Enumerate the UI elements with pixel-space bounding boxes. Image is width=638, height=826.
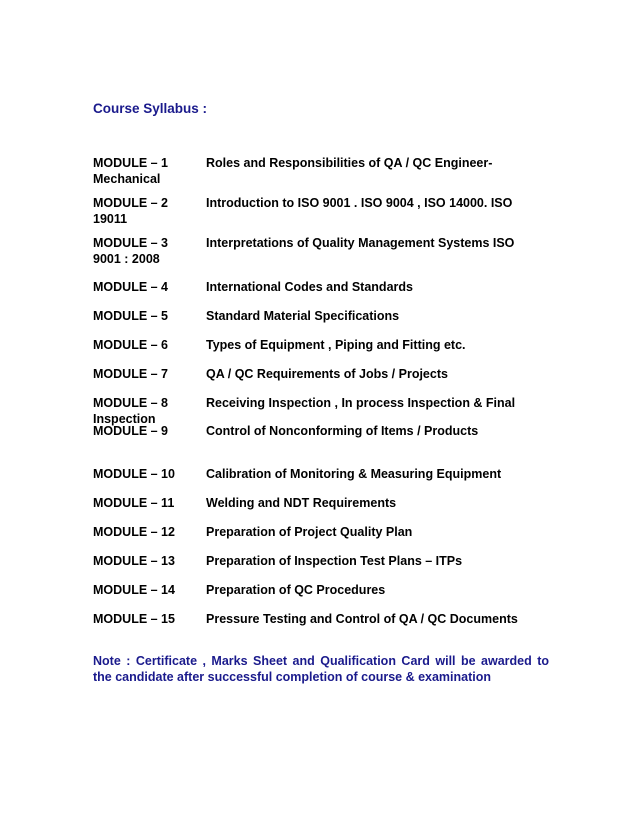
module-title: Pressure Testing and Control of QA / QC Documents: [206, 612, 518, 626]
module-number: MODULE – 10: [93, 467, 175, 481]
note-line-1: Note : Certificate , Marks Sheet and Qualification Card will be awarded to: [93, 654, 550, 668]
module-title-continuation: Inspection: [93, 412, 156, 426]
module-title: Preparation of Inspection Test Plans – ITPs: [206, 554, 463, 568]
module-title-continuation: 19011: [93, 212, 128, 226]
module-title: International Codes and Standards: [206, 280, 413, 294]
note-line-2: the candidate after successful completion of course & examination: [93, 670, 492, 684]
module-title: Receiving Inspection , In process Inspection & Final: [206, 396, 516, 410]
module-title: Welding and NDT Requirements: [206, 496, 397, 510]
module-title: Preparation of Project Quality Plan: [206, 525, 413, 539]
page-title: Course Syllabus :: [93, 101, 208, 116]
module-title: Interpretations of Quality Management Systems ISO: [206, 236, 515, 250]
module-number: MODULE – 7: [93, 367, 169, 381]
module-number: MODULE – 5: [93, 309, 169, 323]
module-title: Types of Equipment , Piping and Fitting etc.: [206, 338, 466, 352]
module-title: Preparation of QC Procedures: [206, 583, 386, 597]
module-number: MODULE – 2: [93, 196, 169, 210]
module-title: QA / QC Requirements of Jobs / Projects: [206, 367, 448, 381]
module-number: MODULE – 15: [93, 612, 175, 626]
module-title: Control of Nonconforming of Items / Products: [206, 424, 479, 438]
module-number: MODULE – 8: [93, 396, 169, 410]
module-title: Roles and Responsibilities of QA / QC Engineer-: [206, 156, 493, 170]
module-number: MODULE – 14: [93, 583, 175, 597]
module-number: MODULE – 3: [93, 236, 169, 250]
module-title: Standard Material Specifications: [206, 309, 400, 323]
module-title-continuation: 9001 : 2008: [93, 252, 160, 266]
module-number: MODULE – 11: [93, 496, 175, 510]
module-title-continuation: Mechanical: [93, 172, 161, 186]
module-number: MODULE – 4: [93, 280, 169, 294]
module-number: MODULE – 1: [93, 156, 169, 170]
module-number: MODULE – 12: [93, 525, 175, 539]
module-number: MODULE – 6: [93, 338, 169, 352]
module-title: Introduction to ISO 9001 . ISO 9004 , ISO 14000. ISO: [206, 196, 513, 210]
module-number: MODULE – 9: [93, 424, 169, 438]
note-paragraph: [93, 653, 553, 685]
module-number: MODULE – 13: [93, 554, 175, 568]
module-title: Calibration of Monitoring & Measuring Equipment: [206, 467, 502, 481]
